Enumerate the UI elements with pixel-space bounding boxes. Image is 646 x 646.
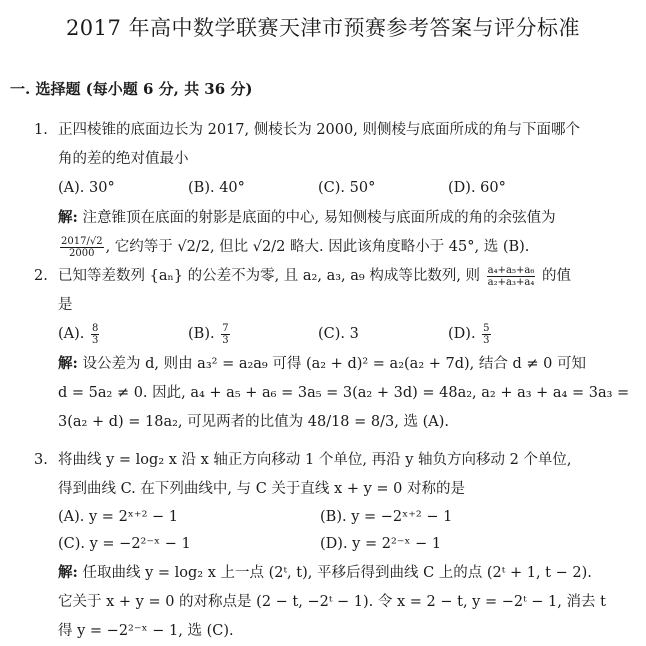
- question-text: 得到曲线 C. 在下列曲线中, 与 C 关于直线 x + y = 0 对称的是: [58, 481, 465, 497]
- fraction-numerator: a₄+a₅+a₆: [487, 264, 535, 276]
- question-text: 将曲线 y = log₂ x 沿 x 轴正方向移动 1 个单位, 再沿 y 轴负方向移动 2 个单位,: [58, 452, 572, 468]
- question-text: 角的差的绝对值最小: [58, 151, 189, 167]
- option-label: (D).: [448, 326, 476, 342]
- fraction-numerator: 8: [92, 322, 99, 334]
- fraction: [487, 265, 536, 288]
- option-a: (A). y = 2ˣ⁺² − 1: [58, 509, 178, 525]
- question-number: 2.: [34, 268, 48, 284]
- solution-label: 解:: [58, 564, 78, 581]
- option-a: (A). 30°: [58, 180, 115, 196]
- solution-text: 任取曲线 y = log₂ x 上一点 (2ᵗ, t), 平移后得到曲线 C 上的点 (2ᵗ + 1, t − 2).: [82, 565, 592, 581]
- fraction-denominator: 3: [92, 334, 99, 346]
- fraction: [91, 323, 99, 346]
- option-label: (B).: [188, 326, 215, 342]
- question-1: [34, 116, 633, 262]
- fraction-denominator: a₂+a₃+a₄: [487, 276, 535, 288]
- fraction: [482, 323, 490, 346]
- question-text-part: 的值: [541, 268, 571, 284]
- solution-line: 3(a₂ + d) = 18a₂, 可见两者的比值为 48/18 = 8/3, 选 (A).: [58, 414, 449, 430]
- solution-line: 得 y = −2²⁻ˣ − 1, 选 (C).: [58, 623, 234, 639]
- fraction-denominator: 3: [222, 334, 229, 346]
- question-2: [34, 262, 633, 437]
- option-a: [58, 320, 188, 349]
- fraction: [221, 323, 229, 346]
- option-b: [188, 320, 318, 349]
- fraction-numerator: 5: [483, 322, 490, 334]
- option-label: (A).: [58, 326, 85, 342]
- document-title: 2017 年高中数学联赛天津市预赛参考答案与评分标准: [65, 16, 581, 40]
- question-number: 1.: [34, 122, 48, 138]
- fraction: [60, 236, 104, 259]
- solution-line: [58, 233, 633, 262]
- options-row: [58, 504, 633, 531]
- option-d: [448, 320, 578, 349]
- fraction-numerator: 2017/√2: [61, 235, 103, 247]
- solution-label: 解:: [58, 355, 78, 372]
- option-b: (B). 40°: [188, 180, 245, 196]
- option-c: (C). y = −2²⁻ˣ − 1: [58, 536, 191, 552]
- question-text-part: 已知等差数列 {aₙ} 的公差不为零, 且 a₂, a₃, a₉ 构成等比数列, 则: [58, 268, 481, 284]
- options-row: [58, 174, 633, 203]
- question-text: 是: [58, 297, 73, 313]
- question-text: [58, 262, 633, 291]
- fraction-denominator: 2000: [69, 247, 95, 259]
- fraction-denominator: 3: [483, 334, 490, 346]
- solution-line: [58, 349, 633, 379]
- solution-label: 解:: [58, 209, 78, 226]
- option-c: (C). 50°: [318, 180, 376, 196]
- solution-line: [58, 203, 633, 233]
- solution-line: d = 5a₂ ≠ 0. 因此, a₄ + a₅ + a₆ = 3a₅ = 3(a₂ + 3d) = 48a₂, a₂ + a₃ + a₄ = 3a₃ =: [58, 385, 630, 401]
- solution-text: 设公差为 d, 则由 a₃² = a₂a₉ 可得 (a₂ + d)² = a₂(a₂ + 7d), 结合 d ≠ 0 可知: [82, 356, 586, 372]
- options-row: [58, 320, 633, 349]
- solution-line: [58, 558, 633, 588]
- question-text: 正四棱锥的底面边长为 2017, 侧棱长为 2000, 则侧棱与底面所成的角与下面哪个: [58, 122, 580, 138]
- solution-line: 它关于 x + y = 0 的对称点是 (2 − t, −2ᵗ − 1). 令 x = 2 − t, y = −2ᵗ − 1, 消去 t: [58, 594, 606, 610]
- question-3: [34, 446, 633, 646]
- option-d: (D). y = 2²⁻ˣ − 1: [320, 536, 442, 552]
- section-heading: 一. 选择题 (每小题 6 分, 共 36 分): [10, 80, 253, 98]
- fraction-numerator: 7: [222, 322, 229, 334]
- option-b: (B). y = −2ˣ⁺² − 1: [320, 509, 453, 525]
- solution-text: 注意锥顶在底面的射影是底面的中心, 易知侧棱与底面所成的角的余弦值为: [82, 210, 556, 226]
- option-label: (C). 3: [318, 326, 359, 342]
- option-d: (D). 60°: [448, 180, 506, 196]
- option-c: [318, 320, 448, 349]
- question-number: 3.: [34, 452, 48, 468]
- solution-text: , 它约等于 √2/2, 但比 √2/2 略大. 因此该角度略小于 45°, 选 (B).: [105, 239, 530, 255]
- options-row: [58, 531, 633, 558]
